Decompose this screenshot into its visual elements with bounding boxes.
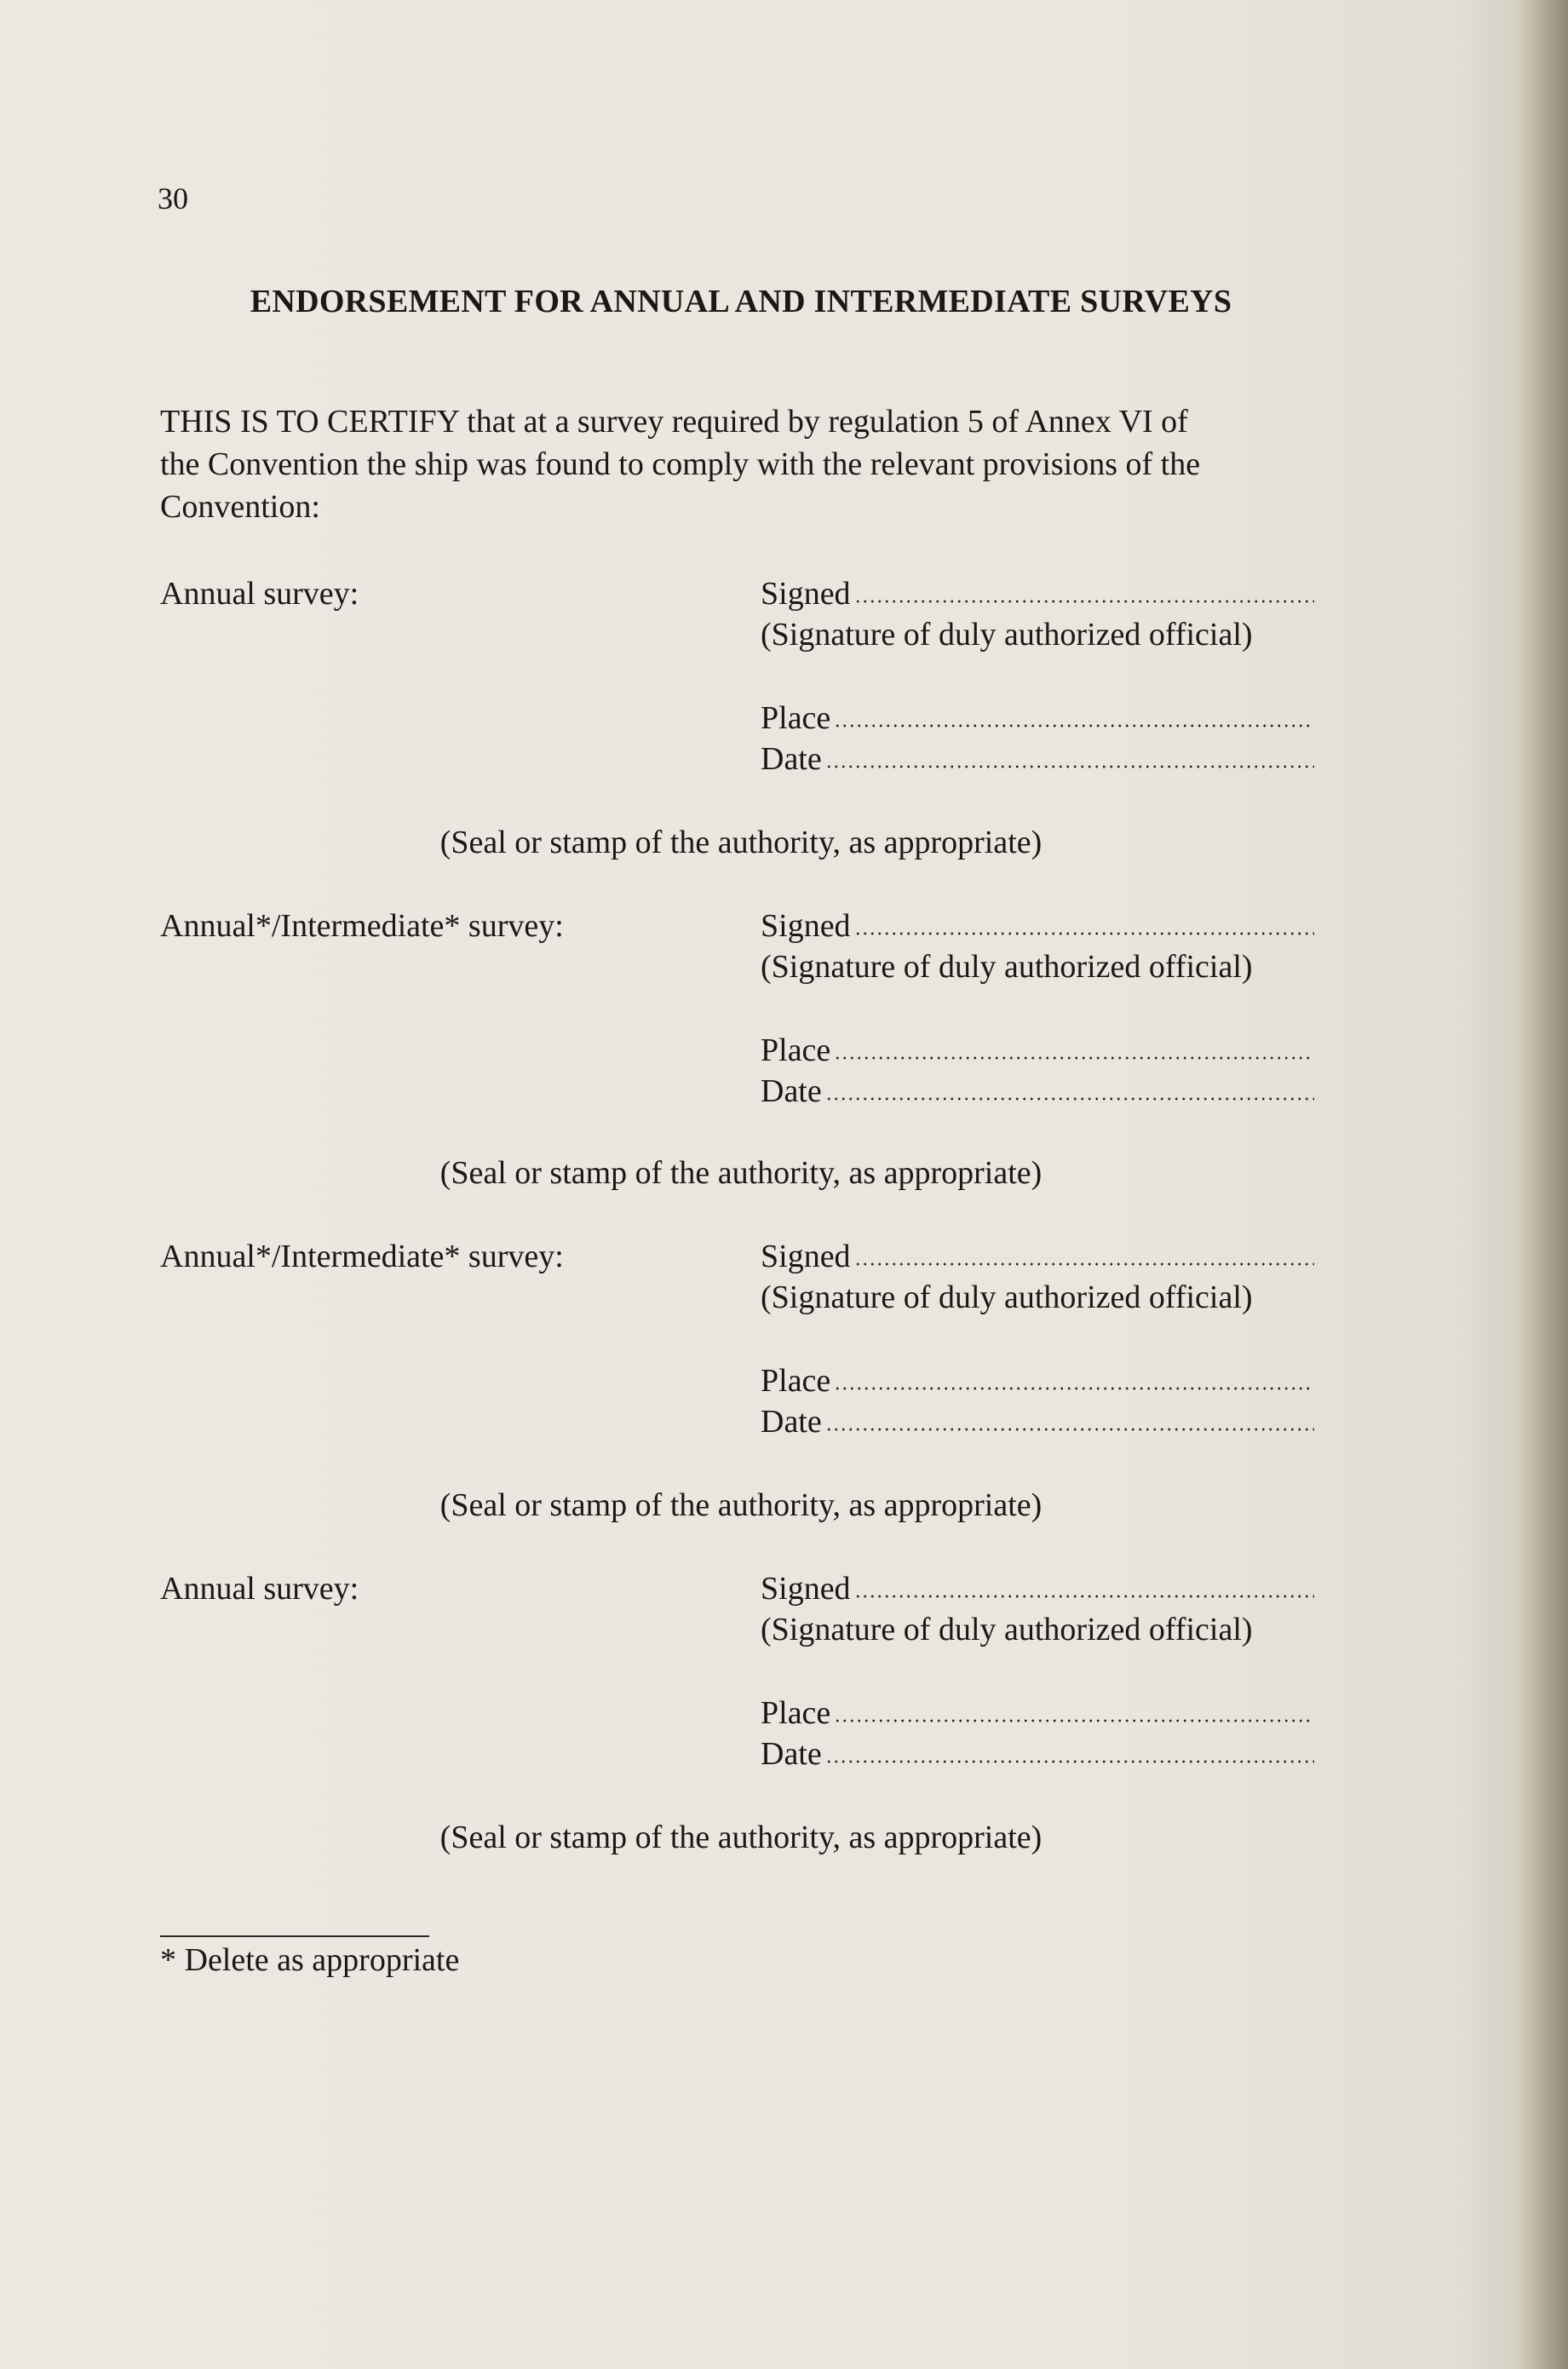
survey-label: Annual*/Intermediate* survey:	[160, 1239, 564, 1274]
survey-label: Annual survey:	[160, 1571, 359, 1607]
date-line[interactable]	[761, 1733, 1314, 1775]
intro-line: THIS IS TO CERTIFY that at a survey required by regulation 5 of Annex VI of	[160, 404, 1188, 440]
signature-caption: (Signature of duly authorized official)	[761, 1279, 1253, 1315]
signature-caption: (Signature of duly authorized official)	[761, 949, 1253, 985]
date-label: Date	[761, 741, 822, 777]
signed-line[interactable]	[761, 1235, 1314, 1278]
date-label: Date	[761, 1404, 822, 1440]
place-line[interactable]	[761, 1360, 1314, 1402]
place-line[interactable]	[761, 1692, 1314, 1734]
dotted-leader	[825, 764, 1314, 769]
survey-label: Annual survey:	[160, 576, 359, 612]
signed-label: Signed	[761, 576, 851, 612]
signature-caption: (Signature of duly authorized official)	[761, 1612, 1253, 1647]
date-line[interactable]	[761, 1400, 1314, 1443]
seal-caption: (Seal or stamp of the authority, as appropriate)	[439, 825, 1042, 860]
dotted-leader	[834, 1386, 1314, 1391]
place-label: Place	[761, 1032, 831, 1068]
dotted-leader	[825, 1096, 1314, 1101]
dotted-leader	[854, 599, 1314, 604]
seal-caption: (Seal or stamp of the authority, as appropriate)	[439, 1820, 1042, 1855]
intro-line: Convention:	[160, 489, 320, 525]
place-line[interactable]	[761, 1029, 1314, 1072]
dotted-leader	[825, 1427, 1314, 1432]
page-title: ENDORSEMENT FOR ANNUAL AND INTERMEDIATE SURVEYS	[250, 284, 1232, 319]
date-label: Date	[761, 1073, 822, 1109]
signed-label: Signed	[761, 1571, 851, 1607]
date-line[interactable]	[761, 1070, 1314, 1113]
date-label: Date	[761, 1736, 822, 1772]
dotted-leader	[834, 723, 1314, 728]
dotted-leader	[854, 1262, 1314, 1267]
book-spine	[1515, 0, 1568, 2369]
signed-label: Signed	[761, 1239, 851, 1274]
signed-line[interactable]	[761, 1567, 1314, 1610]
place-line[interactable]	[761, 697, 1314, 739]
certification-paragraph	[160, 400, 1318, 528]
dotted-leader	[854, 1594, 1314, 1599]
seal-caption: (Seal or stamp of the authority, as appropriate)	[439, 1487, 1042, 1523]
footnote: * Delete as appropriate	[160, 1942, 460, 1978]
signed-line[interactable]	[761, 905, 1314, 947]
place-label: Place	[761, 1695, 831, 1731]
signature-caption: (Signature of duly authorized official)	[761, 617, 1253, 653]
signed-label: Signed	[761, 908, 851, 944]
date-line[interactable]	[761, 738, 1314, 780]
survey-label: Annual*/Intermediate* survey:	[160, 908, 564, 944]
place-label: Place	[761, 700, 831, 736]
dotted-leader	[834, 1718, 1314, 1723]
page-number: 30	[158, 181, 188, 216]
footnote-divider	[160, 1935, 429, 1937]
place-label: Place	[761, 1363, 831, 1399]
seal-caption: (Seal or stamp of the authority, as appropriate)	[439, 1155, 1042, 1191]
dotted-leader	[854, 931, 1314, 936]
dotted-leader	[825, 1759, 1314, 1764]
signed-line[interactable]	[761, 572, 1314, 615]
intro-line: the Convention the ship was found to comply with the relevant provisions of the	[160, 446, 1201, 482]
dotted-leader	[834, 1055, 1314, 1061]
